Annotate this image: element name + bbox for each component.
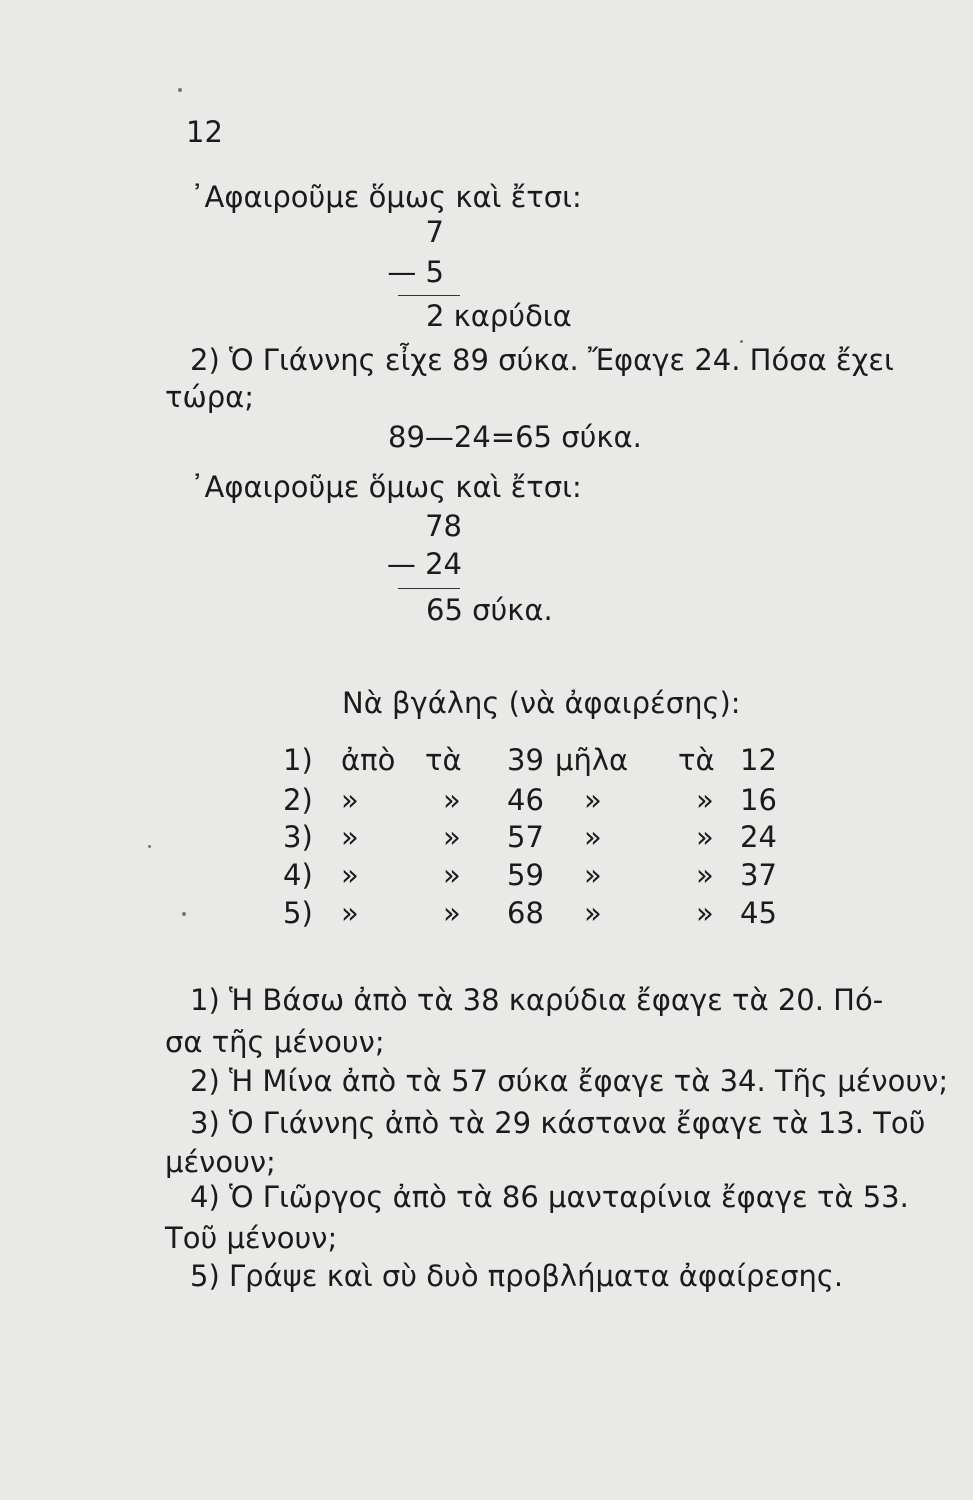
row-item: » <box>584 783 602 817</box>
print-speck <box>178 88 182 92</box>
row-subtrahend: 12 <box>740 743 777 777</box>
row-minuend: 68 <box>507 896 544 930</box>
row-from: ἀπὸ <box>341 743 396 777</box>
row-article-2: » <box>696 820 714 854</box>
row-number: 3) <box>283 820 313 854</box>
row-subtrahend: 24 <box>740 820 777 854</box>
problem-4-line-1: 4) Ὁ Γιῶργος ἀπὸ τὰ 86 μανταρίνια ἔφαγε τὰ 53. <box>190 1180 909 1214</box>
row-subtrahend: 37 <box>740 858 777 892</box>
problem-3-line-1: 3) Ὁ Γιάννης ἀπὸ τὰ 29 κάστανα ἔφαγε τὰ 13. Τοῦ <box>190 1106 926 1140</box>
print-speck <box>182 912 186 916</box>
row-article-2: » <box>696 783 714 817</box>
intro-line-2: ᾿Αφαιροῦμε ὅμως καὶ ἔτσι: <box>190 470 582 504</box>
row-subtrahend: 45 <box>740 896 777 930</box>
row-minuend: 57 <box>507 820 544 854</box>
ex2-subtrahend: — 24 <box>386 547 462 581</box>
ex1-minuend: 7 <box>425 215 444 249</box>
problem-3-line-2: μένουν; <box>165 1145 276 1179</box>
print-speck <box>148 845 151 848</box>
row-item: » <box>584 820 602 854</box>
intro-line-1: ᾿Αφαιροῦμε ὅμως καὶ ἔτσι: <box>190 180 582 214</box>
row-item: » <box>584 858 602 892</box>
exercise-heading: Νὰ βγάλης (νὰ ἀφαιρέσης): <box>342 686 741 720</box>
row-article: » <box>443 820 461 854</box>
row-article: » <box>443 858 461 892</box>
row-article-2: » <box>696 858 714 892</box>
row-article: » <box>443 783 461 817</box>
row-minuend: 39 <box>507 743 544 777</box>
problem-1-line-1: 1) Ἡ Βάσω ἀπὸ τὰ 38 καρύδια ἔφαγε τὰ 20. Πό- <box>190 983 884 1017</box>
row-minuend: 46 <box>507 783 544 817</box>
page-number: 12 <box>186 115 223 149</box>
problem-5: 5) Γράψε καὶ σὺ δυὸ προβλήματα ἀφαίρεσης. <box>190 1259 844 1293</box>
problem2-line2: τώρα; <box>165 380 255 414</box>
ex2-sum-line <box>398 588 460 589</box>
problem2-line1: 2) Ὁ Γιάννης εἶχε 89 σύκα. Ἔφαγε 24. Πόσα ἔχει <box>190 343 894 377</box>
row-article-2: τὰ <box>678 743 715 777</box>
row-item: μῆλα <box>555 743 629 777</box>
row-number: 1) <box>283 743 313 777</box>
problem-2: 2) Ἡ Μίνα ἀπὸ τὰ 57 σύκα ἔφαγε τὰ 34. Τῆς μένουν; <box>190 1064 949 1098</box>
row-subtrahend: 16 <box>740 783 777 817</box>
ex2-minuend: 78 <box>425 509 462 543</box>
row-item: » <box>584 896 602 930</box>
row-minuend: 59 <box>507 858 544 892</box>
ex1-result: 2 καρύδια <box>426 299 572 333</box>
row-from: » <box>341 820 359 854</box>
row-from: » <box>341 858 359 892</box>
print-speck <box>740 340 743 343</box>
row-number: 2) <box>283 783 313 817</box>
row-number: 4) <box>283 858 313 892</box>
equation-2: 89—24=65 σύκα. <box>388 420 642 454</box>
problem-4-line-2: Τοῦ μένουν; <box>165 1221 338 1255</box>
problem-1-line-2: σα τῆς μένουν; <box>165 1025 385 1059</box>
row-number: 5) <box>283 896 313 930</box>
ex1-subtrahend: — 5 <box>387 255 444 289</box>
row-article-2: » <box>696 896 714 930</box>
ex1-sum-line <box>398 295 460 296</box>
row-article: » <box>443 896 461 930</box>
row-article: τὰ <box>425 743 462 777</box>
row-from: » <box>341 896 359 930</box>
ex2-result: 65 σύκα. <box>426 593 553 627</box>
row-from: » <box>341 783 359 817</box>
